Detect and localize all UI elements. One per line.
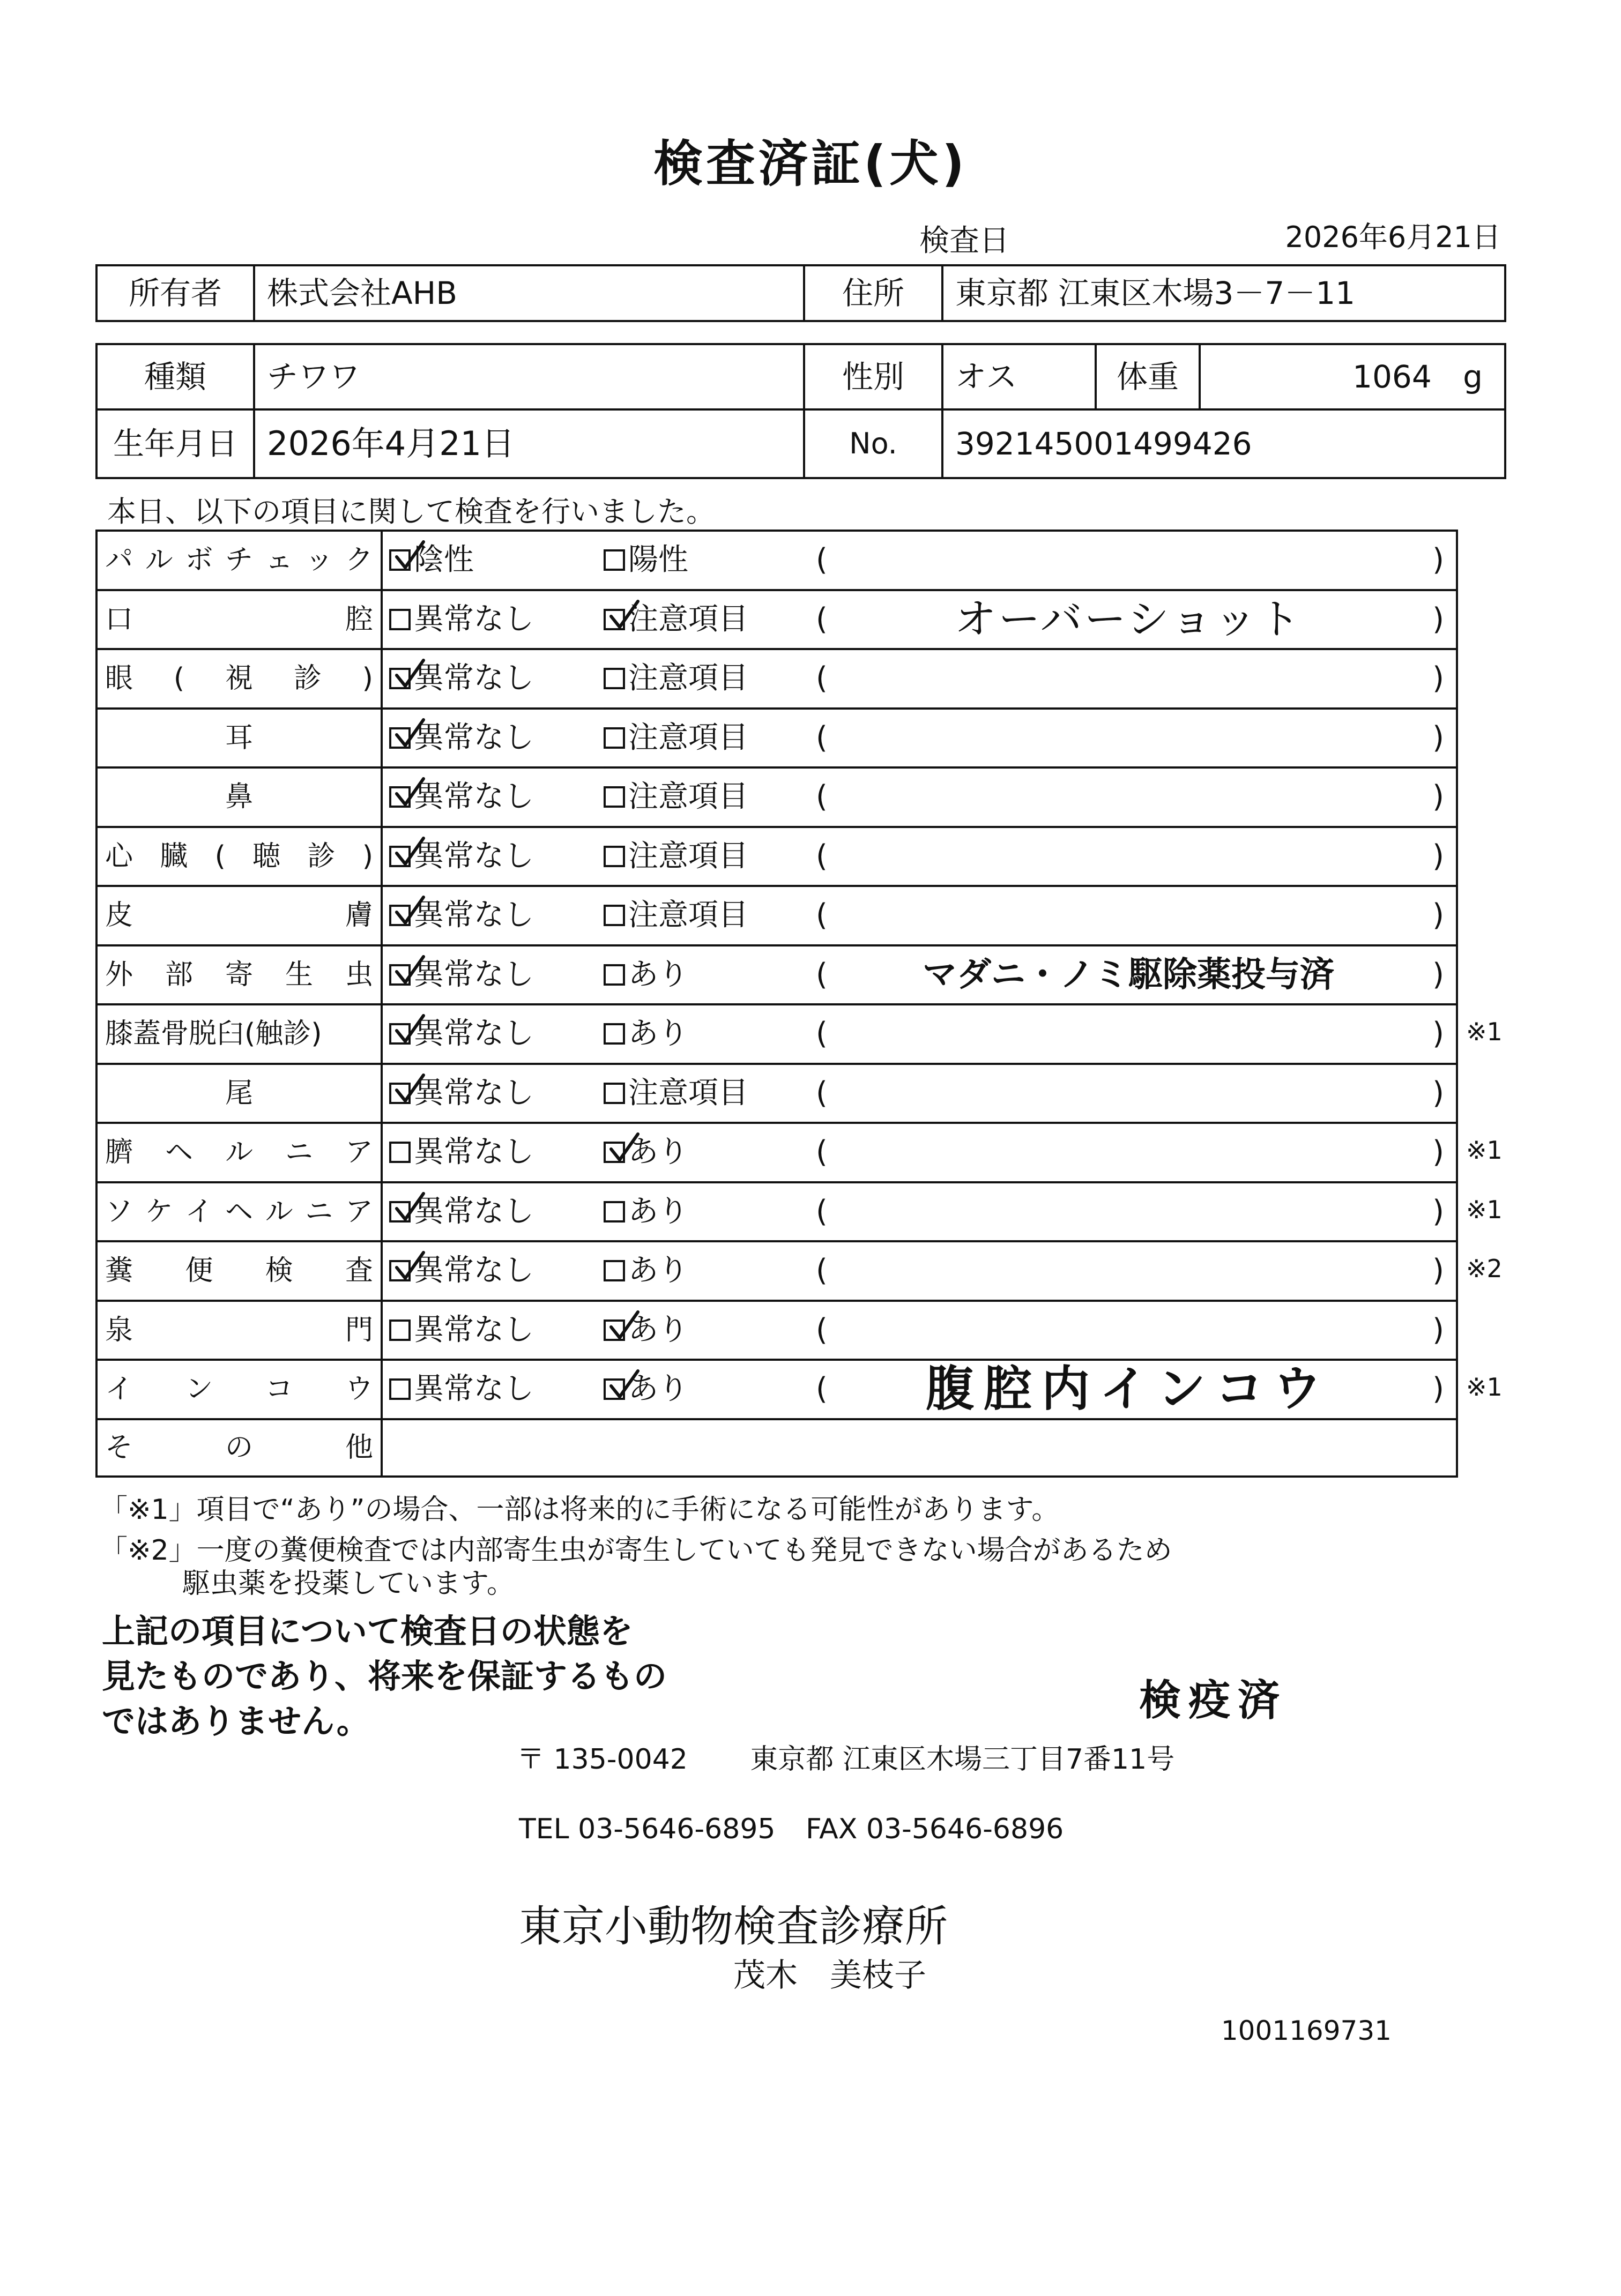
- exam-row: [96, 590, 1457, 650]
- close-paren: ): [1432, 1135, 1444, 1170]
- exam-option-label: 注意項目: [628, 838, 748, 874]
- close-paren: ): [1432, 1194, 1444, 1229]
- exam-item-text: 心 臓 ( 聴 診 ): [105, 840, 373, 873]
- exam-item-label: [96, 531, 382, 590]
- checkbox[interactable]: [604, 1260, 625, 1281]
- checkbox[interactable]: [389, 1023, 411, 1045]
- checkmark-icon: [395, 778, 425, 808]
- close-paren: ): [1432, 1312, 1444, 1347]
- exam-option[interactable]: [604, 1312, 688, 1347]
- open-paren: (: [816, 898, 828, 933]
- disclaimer-line-1: 上記の項目について検査日の状態を: [102, 1612, 633, 1651]
- exam-row: [96, 886, 1457, 945]
- checkbox[interactable]: [604, 1201, 625, 1222]
- open-paren: (: [816, 661, 828, 696]
- checkbox[interactable]: [389, 549, 411, 571]
- checkmark-icon: [395, 1015, 425, 1045]
- checkmark-icon: [395, 1251, 425, 1281]
- exam-note-mark: ※1: [1466, 1136, 1503, 1165]
- exam-note-mark: ※1: [1466, 1017, 1503, 1046]
- checkbox[interactable]: [389, 1083, 411, 1104]
- close-paren: ): [1432, 1016, 1444, 1052]
- exam-option-label: 注意項目: [628, 1075, 748, 1110]
- other-label: そ の 他: [105, 1432, 373, 1464]
- checkbox[interactable]: [604, 786, 625, 808]
- open-paren: (: [816, 838, 828, 874]
- exam-option[interactable]: [389, 542, 474, 578]
- checkbox[interactable]: [389, 668, 411, 689]
- exam-option[interactable]: [389, 1075, 534, 1110]
- exam-option[interactable]: [604, 779, 748, 815]
- checkmark-icon: [395, 956, 425, 986]
- disclaimer-line-2: 見たものであり、将来を保証するもの: [102, 1657, 667, 1696]
- pet-table: [95, 343, 1506, 479]
- exam-option[interactable]: [604, 1194, 688, 1229]
- close-paren: ): [1432, 1075, 1444, 1110]
- exam-option-label: 注意項目: [628, 601, 748, 637]
- exam-option-label: 注意項目: [628, 720, 748, 755]
- checkbox[interactable]: [389, 1378, 411, 1400]
- exam-option-label: 異常なし: [414, 957, 534, 992]
- exam-option[interactable]: [389, 720, 534, 755]
- footnote-1: 「※1」項目で“あり”の場合、一部は将来的に手術になる可能性があります。: [100, 1494, 1060, 1526]
- exam-option-label: あり: [628, 1253, 688, 1288]
- exam-row: [96, 827, 1457, 886]
- exam-option[interactable]: [389, 1016, 534, 1052]
- open-paren: (: [816, 1194, 828, 1229]
- close-paren: ): [1432, 957, 1444, 992]
- exam-table: [95, 530, 1458, 1478]
- checkbox[interactable]: [389, 609, 411, 630]
- exam-option-label: 異常なし: [414, 898, 534, 933]
- exam-item-text: 耳: [225, 721, 253, 754]
- clinic-contact-line: [519, 1813, 1064, 1845]
- exam-option[interactable]: [389, 1371, 534, 1407]
- exam-option-label: 異常なし: [414, 779, 534, 815]
- weight-label: 体重: [1096, 344, 1200, 409]
- exam-notice: 本日、以下の項目に関して検査を行いました。: [107, 495, 715, 528]
- exam-item-text: パ ル ボ チ ェ ッ ク: [105, 544, 373, 577]
- exam-options: [382, 945, 1457, 1005]
- close-paren: ): [1432, 1253, 1444, 1288]
- disclaimer-line-3: ではありません。: [102, 1702, 370, 1741]
- breed-value: チワワ: [254, 344, 804, 409]
- owner-table: [95, 264, 1506, 322]
- checkmark-icon: [395, 837, 425, 867]
- exam-option[interactable]: [604, 720, 748, 755]
- other-value-cell: [382, 1419, 1457, 1477]
- exam-options: [382, 1301, 1457, 1360]
- exam-item-label: [96, 886, 382, 945]
- exam-row-other: [96, 1419, 1457, 1477]
- exam-option[interactable]: [604, 1075, 748, 1110]
- exam-option-label: あり: [628, 1371, 688, 1407]
- exam-item-label: [96, 1360, 382, 1419]
- exam-option-label: 異常なし: [414, 1135, 534, 1170]
- exam-option[interactable]: [389, 779, 534, 815]
- exam-option-label: 異常なし: [414, 661, 534, 696]
- exam-option[interactable]: [389, 1312, 534, 1347]
- exam-option[interactable]: [604, 601, 748, 637]
- exam-option[interactable]: [389, 1135, 534, 1170]
- checkbox[interactable]: [604, 1023, 625, 1045]
- checkmark-icon: [395, 541, 425, 571]
- exam-options: [382, 1360, 1457, 1419]
- exam-option-label: 異常なし: [414, 601, 534, 637]
- exam-item-label: [96, 649, 382, 709]
- exam-row: [96, 1004, 1457, 1064]
- owner-value: 株式会社AHB: [254, 265, 804, 321]
- exam-option-label: 異常なし: [414, 1194, 534, 1229]
- exam-options: [382, 531, 1457, 590]
- exam-option-label: 異常なし: [414, 1016, 534, 1052]
- close-paren: ): [1432, 720, 1444, 755]
- clinic-fax: FAX 03-5646-6896: [806, 1813, 1064, 1845]
- checkbox[interactable]: [389, 727, 411, 749]
- exam-option[interactable]: [604, 1253, 688, 1288]
- exam-option[interactable]: [389, 898, 534, 933]
- clinic-address-line: [517, 1736, 1174, 1777]
- checkmark-icon: [395, 896, 425, 926]
- exam-row: [96, 945, 1457, 1005]
- exam-option-label: あり: [628, 1135, 688, 1170]
- exam-row: [96, 767, 1457, 827]
- disclaimer: [102, 1609, 718, 1744]
- exam-note-mark: ※1: [1466, 1195, 1503, 1224]
- exam-item-label: [96, 1004, 382, 1064]
- checkmark-icon: [395, 1074, 425, 1104]
- checkbox[interactable]: [604, 1083, 625, 1104]
- exam-note-mark: ※1: [1466, 1373, 1503, 1402]
- exam-remark: オーバーショット: [954, 595, 1303, 644]
- exam-option-label: 陽性: [628, 542, 688, 578]
- exam-option-label: 陰性: [414, 542, 474, 578]
- open-paren: (: [816, 720, 828, 755]
- checkbox[interactable]: [604, 668, 625, 689]
- footnote-2-line2: 駆虫薬を投薬しています。: [182, 1568, 515, 1600]
- checkbox[interactable]: [389, 1201, 411, 1222]
- exam-option[interactable]: [389, 1194, 534, 1229]
- checkmark-icon: [609, 600, 639, 630]
- exam-options: [382, 1004, 1457, 1064]
- checkbox[interactable]: [604, 609, 625, 630]
- dob-value: 2026年4月21日: [254, 409, 804, 478]
- open-paren: (: [816, 1075, 828, 1110]
- close-paren: ): [1432, 1371, 1444, 1407]
- open-paren: (: [816, 1312, 828, 1347]
- exam-item-label: [96, 1301, 382, 1360]
- exam-option[interactable]: [389, 1253, 534, 1288]
- footnote-2-line1: 「※2」一度の糞便検査では内部寄生虫が寄生していても発見できない場合があるため: [100, 1534, 1172, 1567]
- no-label: No.: [804, 409, 942, 478]
- exam-option[interactable]: [389, 601, 534, 637]
- exam-options: [382, 1182, 1457, 1242]
- close-paren: ): [1432, 661, 1444, 696]
- weight-cell: [1200, 344, 1505, 409]
- checkbox[interactable]: [389, 846, 411, 867]
- exam-item-label: [96, 590, 382, 650]
- exam-row: [96, 1360, 1457, 1419]
- document-number: 1001169731: [1221, 2015, 1392, 2046]
- checkmark-icon: [609, 1370, 639, 1400]
- exam-option-label: 異常なし: [414, 1253, 534, 1288]
- checkbox[interactable]: [389, 964, 411, 986]
- exam-option-label: あり: [628, 1016, 688, 1052]
- checkbox[interactable]: [389, 905, 411, 926]
- exam-option-label: 異常なし: [414, 1312, 534, 1347]
- exam-option[interactable]: [389, 838, 534, 874]
- exam-row: [96, 531, 1457, 590]
- exam-item-label: [96, 1241, 382, 1301]
- clinic-postal: 〒 135-0042: [517, 1743, 688, 1776]
- exam-item-label: [96, 1064, 382, 1123]
- exam-row: [96, 1301, 1457, 1360]
- open-paren: (: [816, 601, 828, 637]
- close-paren: ): [1432, 601, 1444, 637]
- exam-item-label: [96, 945, 382, 1005]
- exam-item-label: [96, 1182, 382, 1242]
- checkbox[interactable]: [389, 1320, 411, 1341]
- checkbox[interactable]: [604, 549, 625, 571]
- exam-option[interactable]: [604, 838, 748, 874]
- owner-label: 所有者: [96, 265, 254, 321]
- exam-options: [382, 590, 1457, 650]
- exam-item-label: [96, 709, 382, 768]
- exam-option[interactable]: [604, 1371, 688, 1407]
- exam-item-text: 外 部 寄 生 虫: [105, 958, 373, 991]
- checkbox[interactable]: [604, 1142, 625, 1163]
- checkbox[interactable]: [604, 727, 625, 749]
- weight-unit: g: [1463, 359, 1483, 395]
- exam-row: [96, 709, 1457, 768]
- exam-row: [96, 1182, 1457, 1242]
- exam-item-text: 臍 ヘ ル ニ ア: [105, 1136, 373, 1169]
- exam-option[interactable]: [604, 1135, 688, 1170]
- close-paren: ): [1432, 838, 1444, 874]
- close-paren: ): [1432, 779, 1444, 815]
- exam-option-label: 注意項目: [628, 779, 748, 815]
- exam-option-label: あり: [628, 957, 688, 992]
- exam-note-mark: ※2: [1466, 1254, 1503, 1283]
- checkmark-icon: [395, 659, 425, 689]
- no-value: 392145001499426: [942, 409, 1505, 478]
- exam-date-value: 2026年6月21日: [1285, 220, 1501, 254]
- exam-option-label: 異常なし: [414, 720, 534, 755]
- exam-options: [382, 649, 1457, 709]
- exam-item-text: 口 腔: [105, 603, 373, 636]
- exam-remark: 腹腔内インコウ: [926, 1361, 1331, 1418]
- checkmark-icon: [609, 1133, 639, 1163]
- weight-value: 1064: [1352, 359, 1432, 395]
- exam-remark: マダニ・ノミ駆除薬投与済: [923, 955, 1334, 995]
- checkmark-icon: [609, 1311, 639, 1341]
- close-paren: ): [1432, 542, 1444, 578]
- checkbox[interactable]: [389, 1142, 411, 1163]
- checkmark-icon: [395, 1192, 425, 1222]
- sex-label: 性別: [804, 344, 942, 409]
- open-paren: (: [816, 1135, 828, 1170]
- checkbox[interactable]: [604, 846, 625, 867]
- exam-option[interactable]: [604, 1016, 688, 1052]
- open-paren: (: [816, 779, 828, 815]
- exam-options: [382, 767, 1457, 827]
- exam-item-text: ソ ケ イ ヘ ル ニ ア: [105, 1195, 373, 1228]
- open-paren: (: [816, 1016, 828, 1052]
- open-paren: (: [816, 542, 828, 578]
- checkbox[interactable]: [389, 1260, 411, 1281]
- exam-row: [96, 1064, 1457, 1123]
- exam-item-label: [96, 1123, 382, 1182]
- exam-item-text: 泉 門: [105, 1314, 373, 1346]
- exam-option[interactable]: [389, 957, 534, 992]
- exam-item-text: 鼻: [225, 781, 253, 814]
- clinic-tel: TEL 03-5646-6895: [519, 1813, 776, 1845]
- checkbox[interactable]: [604, 1320, 625, 1341]
- breed-label: 種類: [96, 344, 254, 409]
- exam-options: [382, 827, 1457, 886]
- checkbox[interactable]: [604, 1378, 625, 1400]
- checkbox[interactable]: [604, 964, 625, 986]
- exam-option-label: 注意項目: [628, 661, 748, 696]
- exam-option-label: 異常なし: [414, 1075, 534, 1110]
- open-paren: (: [816, 957, 828, 992]
- checkbox[interactable]: [389, 786, 411, 808]
- exam-item-text: イ ン コ ウ: [105, 1373, 373, 1406]
- exam-options: [382, 1123, 1457, 1182]
- other-label-cell: [96, 1419, 382, 1477]
- quarantine-stamp: 検疫済: [1139, 1676, 1288, 1725]
- exam-options: [382, 1241, 1457, 1301]
- exam-option-label: 異常なし: [414, 1371, 534, 1407]
- document-title: 検査済証(犬): [653, 135, 968, 192]
- exam-option[interactable]: [604, 898, 748, 933]
- address-value: 東京都 江東区木場3－7－11: [942, 265, 1505, 321]
- clinic-address: 東京都 江東区木場三丁目7番11号: [750, 1743, 1175, 1776]
- exam-option-label: あり: [628, 1312, 688, 1347]
- exam-item-text: 糞 便 検 査: [105, 1255, 373, 1287]
- exam-option-label: 異常なし: [414, 838, 534, 874]
- doctor-name: 茂木 美枝子: [733, 1957, 926, 1994]
- exam-item-text: 皮 膚: [105, 899, 373, 932]
- exam-options: [382, 1064, 1457, 1123]
- exam-row: [96, 1241, 1457, 1301]
- sex-value: オス: [942, 344, 1096, 409]
- exam-options: [382, 886, 1457, 945]
- exam-item-text: 尾: [225, 1077, 253, 1109]
- exam-option-label: 注意項目: [628, 898, 748, 933]
- dob-label: 生年月日: [96, 409, 254, 478]
- checkmark-icon: [395, 719, 425, 749]
- exam-row: [96, 1123, 1457, 1182]
- exam-option[interactable]: [604, 661, 748, 696]
- exam-option[interactable]: [604, 957, 688, 992]
- open-paren: (: [816, 1253, 828, 1288]
- exam-item-label: [96, 827, 382, 886]
- exam-option[interactable]: [604, 542, 688, 578]
- close-paren: ): [1432, 898, 1444, 933]
- exam-row: [96, 649, 1457, 709]
- checkbox[interactable]: [604, 905, 625, 926]
- exam-date-label: 検査日: [919, 223, 1009, 258]
- exam-item-label: [96, 767, 382, 827]
- address-label: 住所: [804, 265, 942, 321]
- exam-option[interactable]: [389, 661, 534, 696]
- open-paren: (: [816, 1371, 828, 1407]
- exam-options: [382, 709, 1457, 768]
- exam-item-text: 眼 ( 視 診 ): [105, 662, 373, 695]
- exam-item-text: 膝蓋骨脱臼(触診): [105, 1018, 322, 1050]
- exam-option-label: あり: [628, 1194, 688, 1229]
- clinic-name: 東京小動物検査診療所: [519, 1902, 948, 1951]
